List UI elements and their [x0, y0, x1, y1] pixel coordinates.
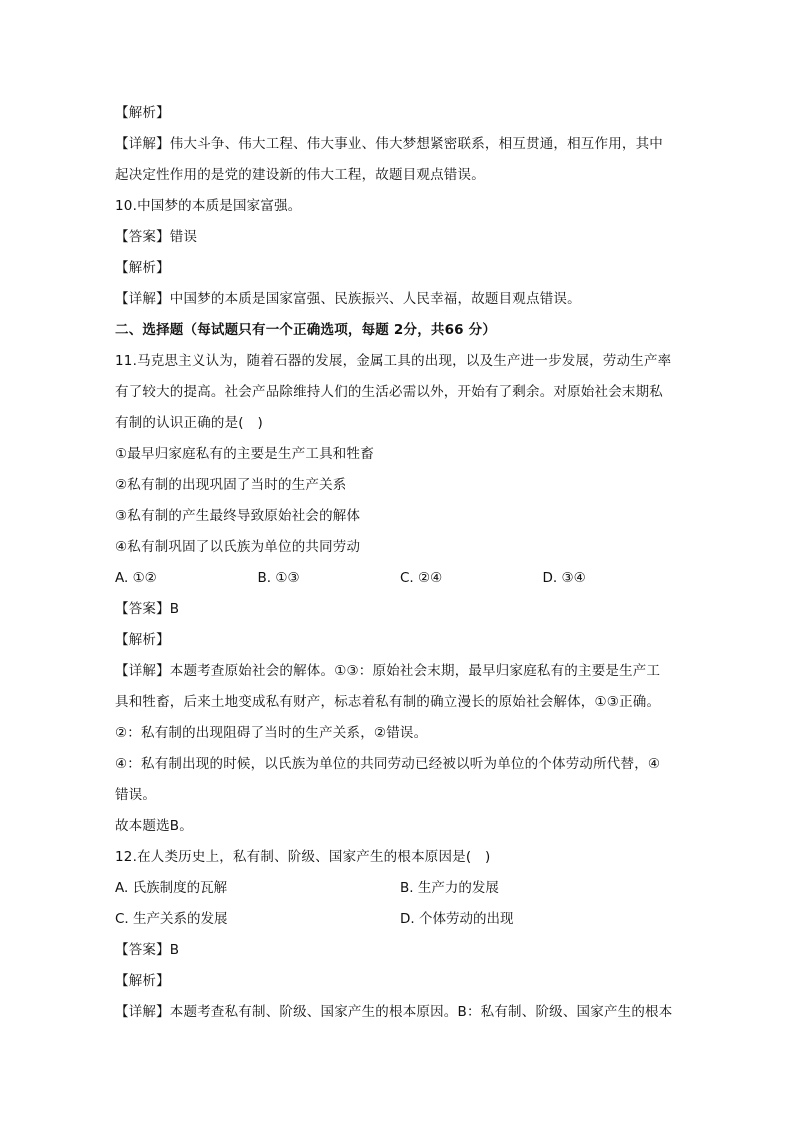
detail-text: ④：私有制出现的时候，以氏族为单位的共同劳动已经被以听为单位的个体劳动所代替，④	[115, 756, 661, 772]
question-11: 有制的认识正确的是( )	[115, 415, 263, 431]
question-12: 12.在人类历史上，私有制、阶级、国家产生的根本原因是( )	[115, 849, 491, 865]
detail-text: 【详解】本题考查私有制、阶级、国家产生的根本原因。B：私有制、阶级、国家产生的根本	[115, 1004, 673, 1020]
option-b: B. 生产力的发展	[400, 880, 499, 896]
analysis-heading: 【解析】	[115, 632, 170, 648]
question-11: 有了较大的提高。社会产品除维持人们的生活必需以外，开始有了剩余。对原始社会末期私	[115, 384, 663, 400]
option-b: B. ①③	[257, 570, 300, 586]
option-a: A. ①②	[115, 570, 157, 586]
option-d: D. ③④	[542, 570, 586, 586]
detail-text: 【详解】本题考查原始社会的解体。①③：原始社会末期，最早归家庭私有的主要是生产工	[115, 663, 661, 679]
option-a: A. 氏族制度的瓦解	[115, 880, 228, 896]
option-d: D. 个体劳动的出现	[400, 911, 514, 927]
options-row	[115, 904, 685, 935]
detail-text: 具和牲畜，后来土地变成私有财产，标志着私有制的确立漫长的原始社会解体，①③正确。	[115, 694, 661, 710]
detail-text: 起决定性作用的是党的建设新的伟大工程，故题目观点错误。	[115, 167, 485, 183]
question-10: 10.中国梦的本质是国家富强。	[115, 198, 302, 214]
detail-text: 【详解】中国梦的本质是国家富强、民族振兴、人民幸福，故题目观点错误。	[115, 291, 581, 307]
options-row	[115, 563, 685, 594]
detail-text: ②：私有制的出现阻碍了当时的生产关系，②错误。	[115, 725, 428, 741]
option-c: C. 生产关系的发展	[115, 911, 228, 927]
analysis-heading: 【解析】	[115, 973, 170, 989]
document-body	[115, 98, 685, 1028]
option-c: C. ②④	[400, 570, 443, 586]
question-11: 11.马克思主义认为，随着石器的发展，金属工具的出现，以及生产进一步发展，劳动生产率	[115, 353, 672, 369]
statement-4: ④私有制巩固了以氏族为单位的共同劳动	[115, 539, 361, 555]
answer-line: 【答案】B	[115, 601, 180, 617]
statement-1: ①最早归家庭私有的主要是生产工具和牲畜	[115, 446, 374, 462]
answer-line: 【答案】错误	[115, 229, 198, 245]
statement-2: ②私有制的出现巩固了当时的生产关系	[115, 477, 347, 493]
detail-text: 错误。	[115, 787, 157, 803]
detail-text: 故本题选B。	[115, 818, 193, 834]
statement-3: ③私有制的产生最终导致原始社会的解体	[115, 508, 361, 524]
answer-line: 【答案】B	[115, 942, 180, 958]
analysis-heading: 【解析】	[115, 260, 170, 276]
section-heading: 二、选择题（每试题只有一个正确选项，每题 2分，共66 分）	[115, 322, 497, 338]
options-row	[115, 873, 685, 904]
detail-text: 【详解】伟大斗争、伟大工程、伟大事业、伟大梦想紧密联系，相互贯通，相互作用，其中	[115, 136, 663, 152]
analysis-heading: 【解析】	[115, 105, 170, 121]
